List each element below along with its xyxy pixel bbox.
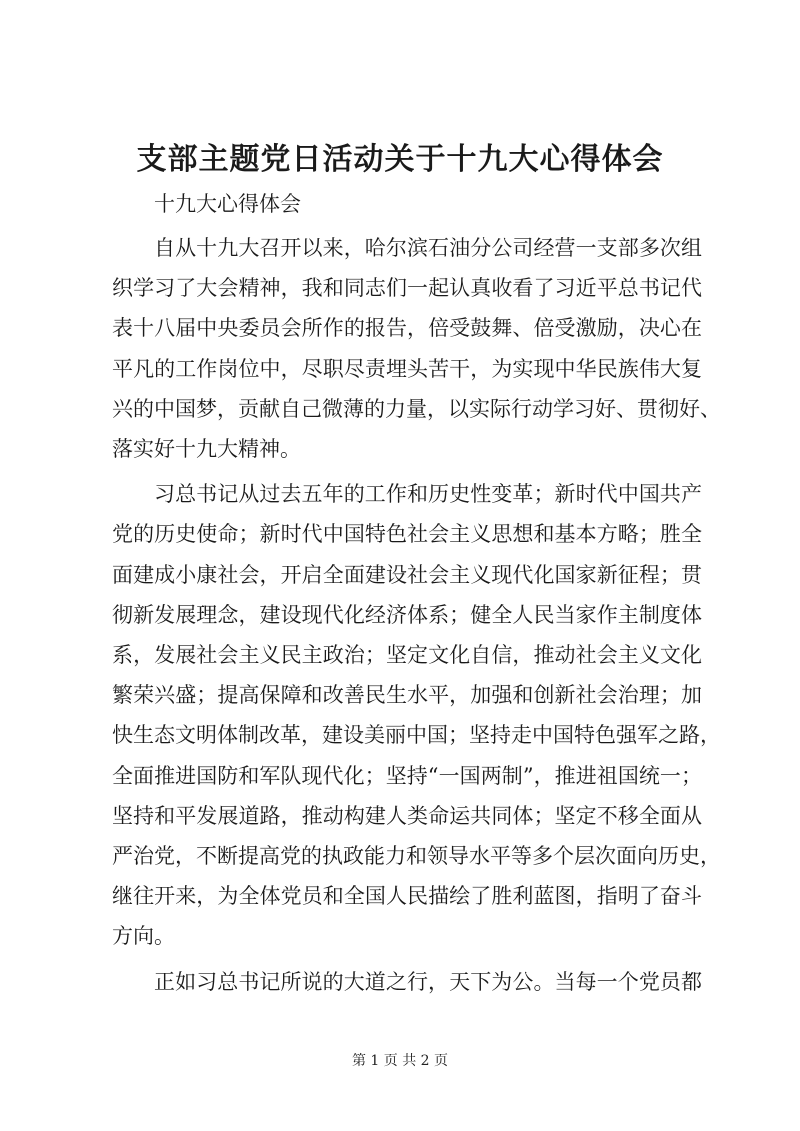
paragraph-line: 党的历史使命；新时代中国特色社会主义思想和基本方略；胜全	[112, 522, 702, 547]
document-title: 支部主题党日活动关于十九大心得体会	[136, 142, 664, 177]
paragraph-1	[112, 228, 721, 469]
paragraph-line: 习总书记从过去五年的工作和历史性变革；新时代中国共产	[154, 482, 702, 507]
paragraph-line: 兴的中国梦，贡献自己微薄的力量，以实际行动学习好、贯彻好、	[112, 396, 721, 421]
paragraph-line: 彻新发展理念，建设现代化经济体系；健全人民当家作主制度体	[112, 602, 702, 627]
paragraph-line: 严治党，不断提高党的执政能力和领导水平等多个层次面向历史，	[112, 844, 721, 869]
paragraph-3	[112, 962, 702, 1002]
paragraph-line: 面建成小康社会，开启全面建设社会主义现代化国家新征程；贯	[112, 562, 702, 587]
document-body	[112, 188, 721, 1002]
paragraph-line: 方向。	[112, 924, 175, 949]
paragraph-line: 正如习总书记所说的大道之行，天下为公。当每一个党员都	[154, 969, 702, 994]
paragraph-line: 织学习了大会精神，我和同志们一起认真收看了习近平总书记代	[112, 276, 702, 301]
paragraph-line: 自从十九大召开以来，哈尔滨石油分公司经营一支部多次组	[154, 236, 702, 260]
paragraph-2	[112, 474, 721, 956]
paragraph-line: 坚持和平发展道路，推动构建人类命运共同体；坚定不移全面从	[112, 803, 702, 828]
paragraph-line: 继往开来，为全体党员和全国人民描绘了胜利蓝图，指明了奋斗	[112, 884, 702, 909]
paragraph-line: 系，发展社会主义民主政治；坚定文化自信，推动社会主义文化	[112, 643, 702, 668]
paragraph-line: 表十八届中央委员会所作的报告，倍受鼓舞、倍受激励，决心在	[112, 316, 702, 341]
paragraph-line: 快生态文明体制改革，建设美丽中国；坚持走中国特色强军之路，	[112, 723, 721, 748]
paragraph-line: 全面推进国防和军队现代化；坚持“一国两制”，推进祖国统一；	[112, 763, 702, 788]
page-footer: 第 1 页 共 2 页	[351, 1053, 449, 1069]
paragraph-line: 落实好十九大精神。	[112, 437, 301, 462]
paragraph-line: 平凡的工作岗位中，尽职尽责埋头苦干，为实现中华民族伟大复	[112, 356, 702, 381]
document-subtitle: 十九大心得体会	[154, 192, 301, 216]
paragraph-line: 繁荣兴盛；提高保障和改善民生水平，加强和创新社会治理；加	[112, 683, 702, 708]
